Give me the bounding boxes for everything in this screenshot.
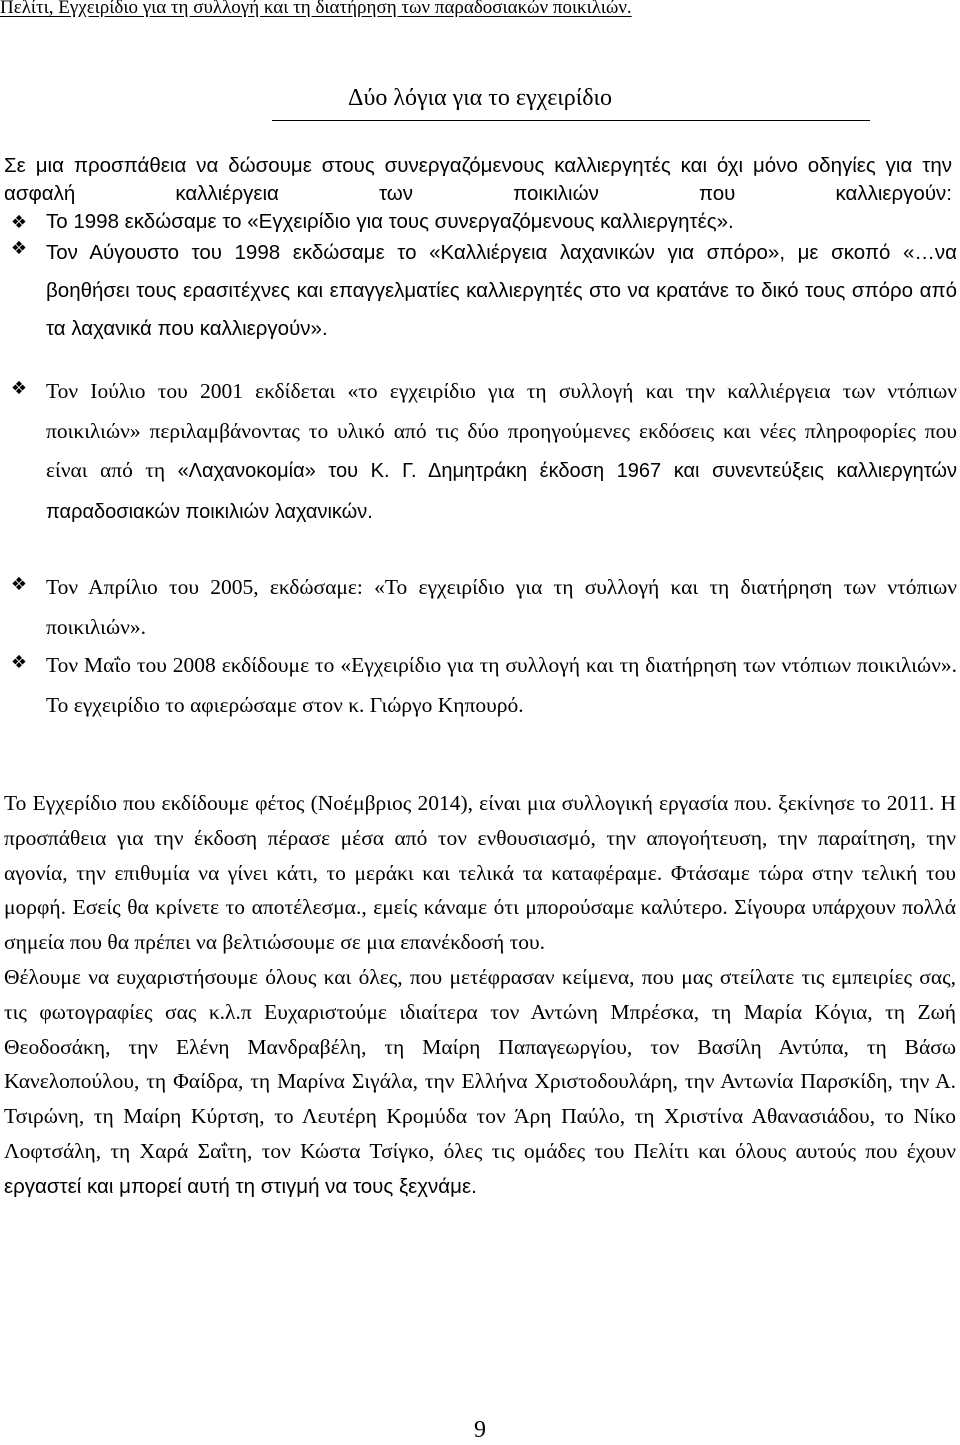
four-diamond-bullet-icon: ❖ [10, 652, 28, 673]
section-title: Δύο λόγια για το εγχειρίδιο [348, 85, 612, 111]
four-diamond-bullet-icon: ❖ [10, 378, 28, 399]
title-underline-rule [272, 120, 870, 121]
list-item-text: Τον Μαΐο του 2008 εκδίδουμε το «Εγχειρίδιο για τη συλλογή και τη διατήρηση των ντόπιων ποικιλιών». Το εγχειρίδιο το αφιερώσαμε στον κ. Γιώργο Κηπουρό. [46, 653, 957, 717]
list-item-text-part: «Λαχανοκομία» του Κ. Γ. Δημητράκη έκδοση 1967 και συνεντεύξεις καλλιεργητών παραδοσιακών ποικιλιών λαχανικών. [46, 460, 957, 523]
list-item-text: Τον Αύγουστο του 1998 εκδώσαμε το «Καλλιέργεια λαχανικών για σπόρο», με σκοπό «…να βοηθήσει τους ερασιτέχνες και επαγγελματίες καλλιεργητές στο να κρατάνε το δικό τους σπόρο από τα λαχανικά που καλλιεργούν». [46, 241, 957, 340]
body-paragraph [4, 960, 956, 1205]
body-text [4, 786, 956, 1205]
list-item-text: Το 1998 εκδώσαμε το «Εγχειρίδιο για τους συνεργαζόμενους καλλιεργητές». [46, 210, 734, 233]
page-number: 9 [474, 1417, 486, 1443]
list-item-text: Τον Απρίλιο του 2005, εκδώσαμε: «Το εγχειρίδιο για τη συλλογή και τη διατήρηση των ντόπιων ποικιλιών». [46, 575, 957, 639]
four-diamond-bullet-icon: ❖ [10, 574, 28, 595]
list-item-text [46, 372, 957, 532]
four-diamond-bullet-icon: ❖ [10, 212, 28, 233]
body-paragraph-part: Θέλουμε να ευχαριστήσουμε όλους και όλες, που μετέφρασαν κείμενα, που μας στείλατε τις εμπειρίες σας, τις φωτογραφίες σας κ.λ.π Ευχαριστούμε ιδιαίτερα τον Αντώνη Μπρέσκα, τη Μαρία Κόγια, τη Ζωή Θεοδοσάκη, την Ελένη Μανδραβέλη, τη Μαίρη Παπαγεωργίου, τον Βασίλη Αντύπα, τη Βάσω Κανελοπούλου, τη Φαίδρα, τη Μαρίνα Σιγάλα, την Ελλήνα Χριστοδουλάρη, την Αντωνία Παρσκίδη, την Α. Τσιρώνη, τη Μαίρη Κύρτση, το Λευτέρη Κρομύδα τον Άρη Παύλο, τη Χριστίνα Αθανασιάδου, το Νίκο Λοφτσάλη, τη Χαρά Σαΐτη, τον Κώστα Τσίγκο, όλες τις ομάδες του Πελίτι και όλους αυτούς που έχουν [4, 964, 956, 1163]
running-header: Πελίτι, Εγχειρίδιο για τη συλλογή και τη διατήρηση των παραδοσιακών ποικιλιών. [0, 0, 632, 18]
intro-text: Σε μια προσπάθεια να δώσουμε στους συνεργαζόμενους καλλιεργητές και όχι μόνο οδηγίες για την ασφαλή καλλιέργεια των ποικιλιών που καλλιεργούν: [4, 154, 952, 205]
list-item-text-part: Τον Ιούλιο του 2001 εκδίδεται «το εγχειρίδιο για τη συλλογή και την καλλιέργεια των ντόπιων ποικιλιών» περιλαμβάνοντας το υλικό από τις δύο προηγούμενες εκδόσεις και νέες πληροφορίες που είναι από τη [46, 379, 957, 482]
body-paragraph: Το Εγχερίδιο που εκδίδουμε φέτος (Νοέμβριος 2014), είναι μια συλλογική εργασία που. ξεκίνησε το 2011. Η προσπάθεια για την έκδοση πέρασε μέσα από τον ενθουσιασμό, την απογοήτευση, την παραίτηση, την αγονία, την επιθυμία να γίνει κάτι, το μεράκι και τελικά τα καταφέραμε. Φτάσαμε τώρα στην τελική του μορφή. Εσείς θα κρίνετε το αποτέλεσμα., εμείς κάναμε ότι μπορούσαμε καλύτερο. Σίγουρα υπάρχουν πολλά σημεία που θα πρέπει να βελτιώσουμε σε μια επανέκδοσή του. [4, 791, 956, 955]
intro-paragraph [4, 152, 952, 208]
four-diamond-bullet-icon: ❖ [10, 238, 28, 259]
body-paragraph-part: εργαστεί και μπορεί αυτή τη στιγμή να τους ξεχνάμε. [4, 1174, 477, 1198]
